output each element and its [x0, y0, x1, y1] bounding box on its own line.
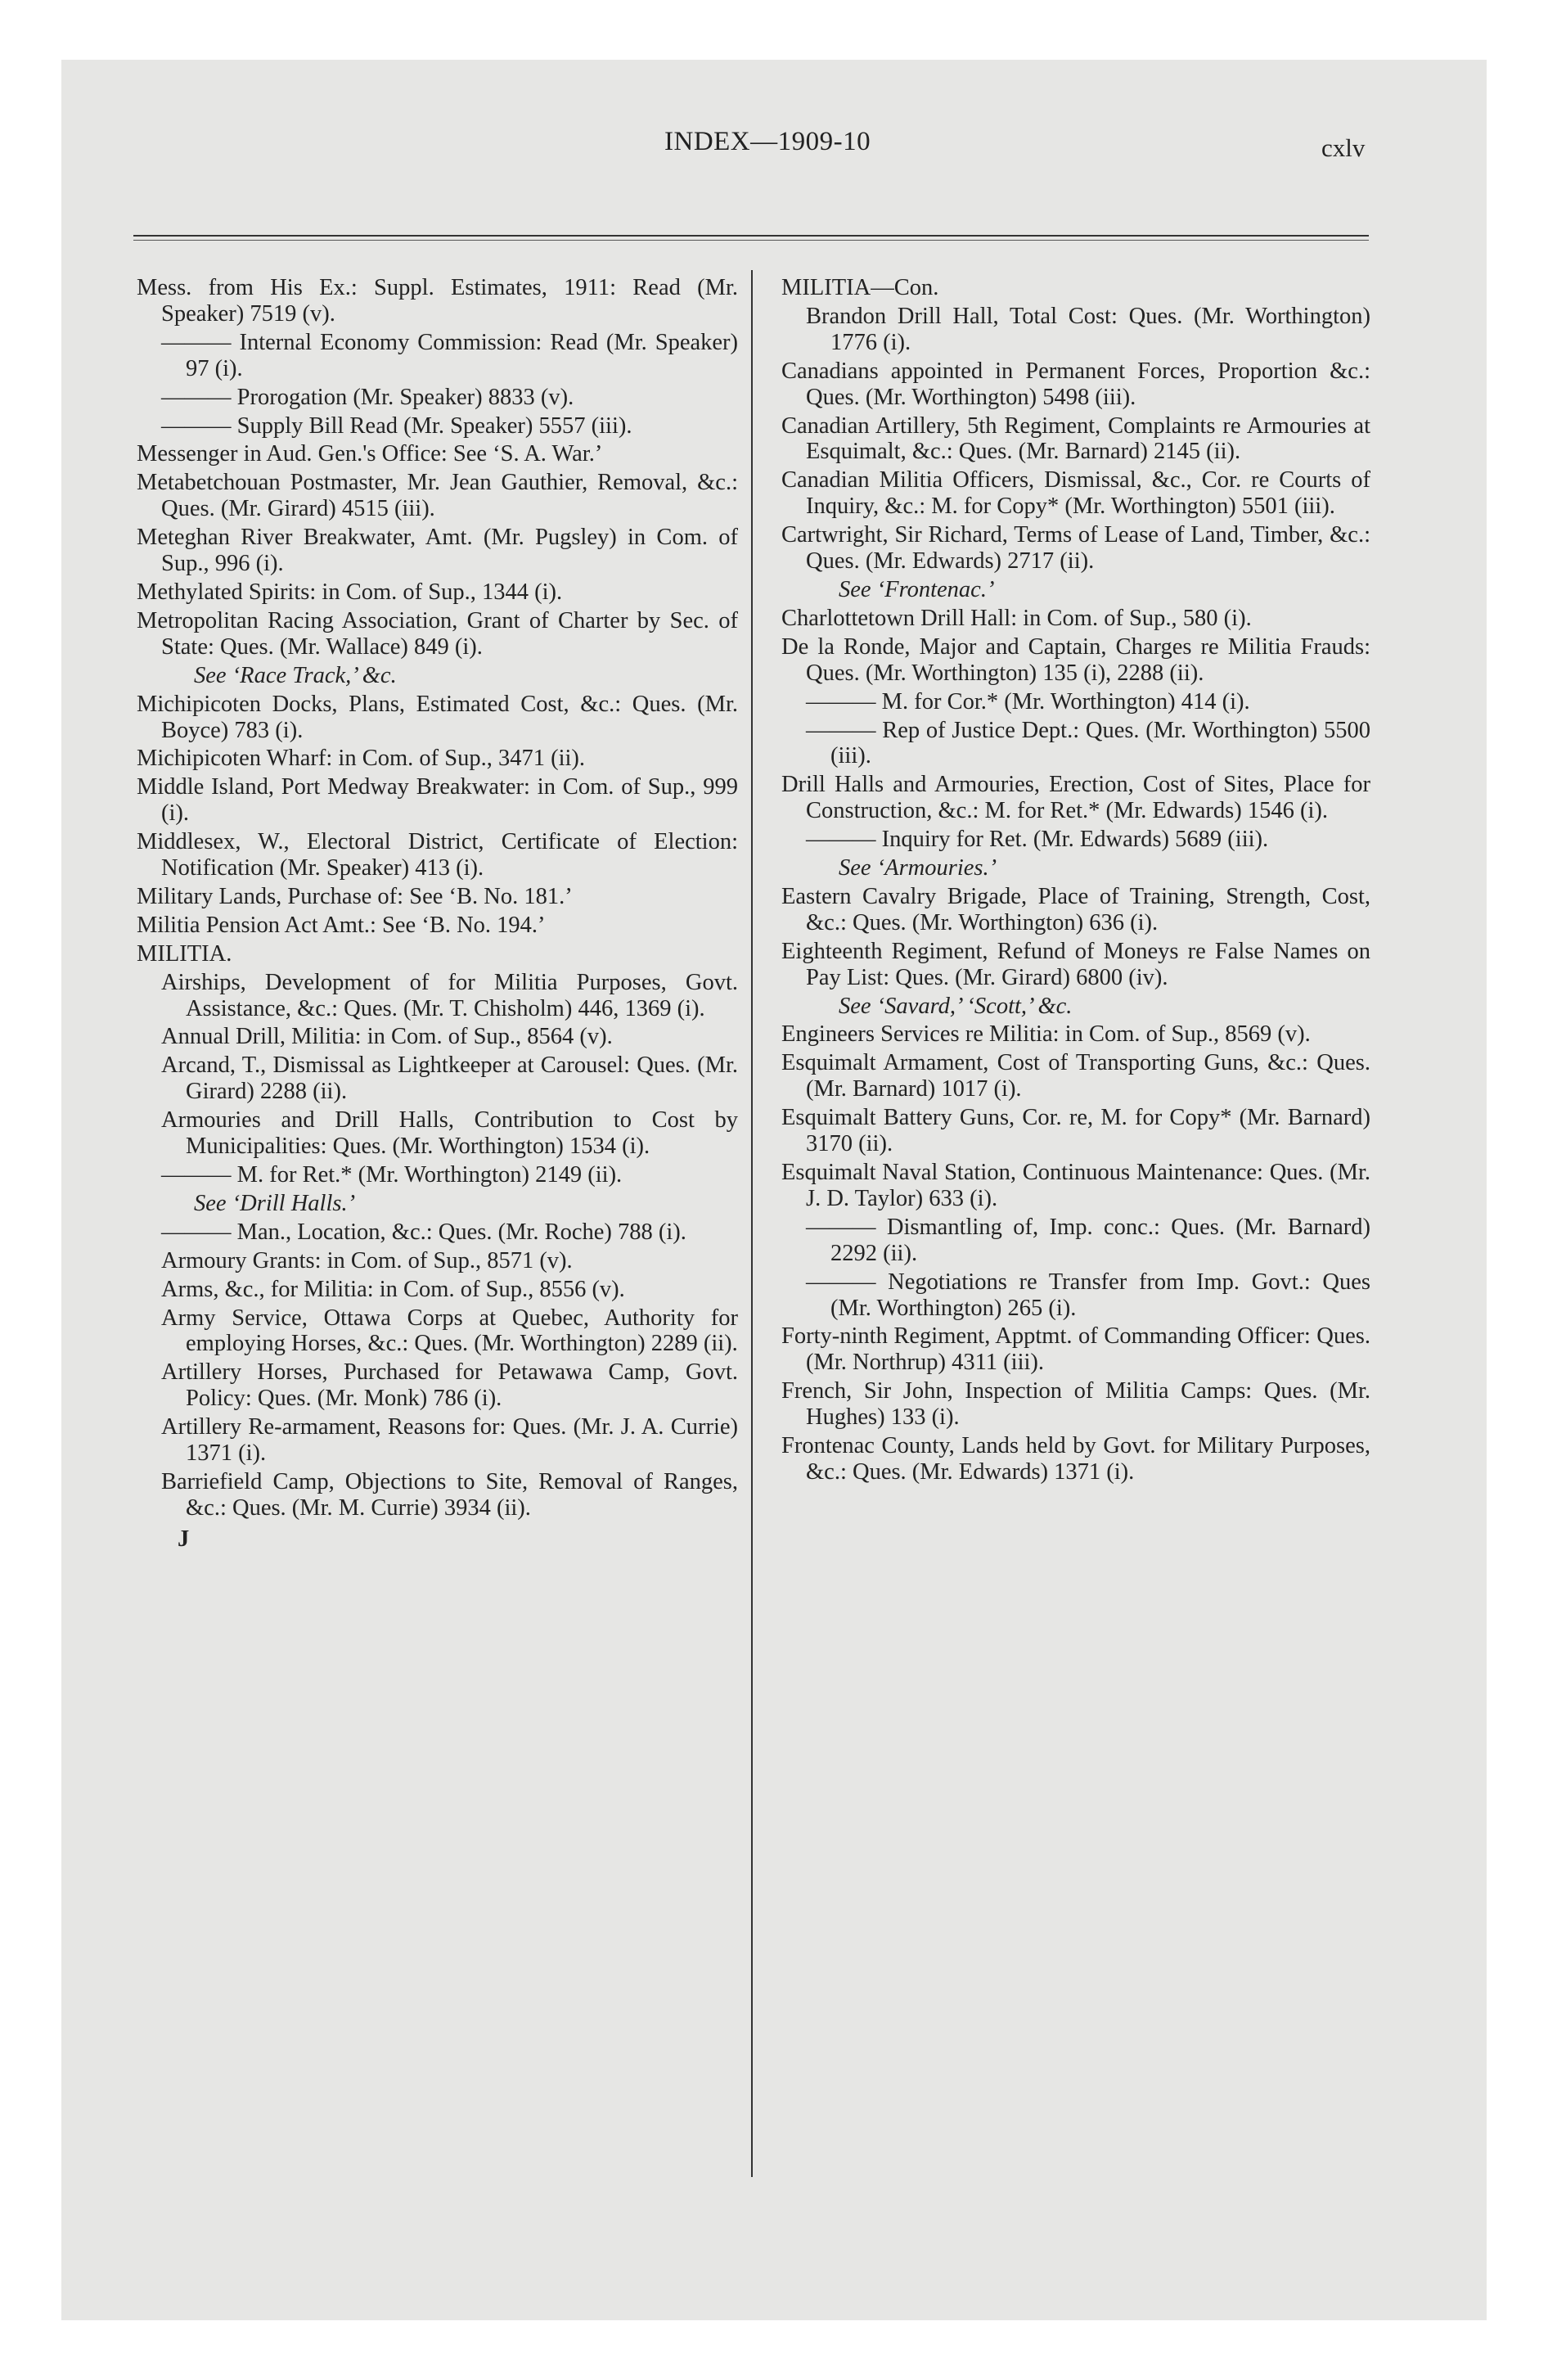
- see-reference: See ‘Frontenac.’: [839, 576, 995, 602]
- index-entry: Esquimalt Battery Guns, Cor. re, M. for Copy* (Mr. Barnard) 3170 (ii).: [781, 1105, 1370, 1157]
- index-entry: Esquimalt Naval Station, Continuous Maintenance: Ques. (Mr. J. D. Taylor) 633 (i).: [781, 1160, 1370, 1211]
- index-entry: Charlottetown Drill Hall: in Com. of Sup., 580 (i).: [781, 605, 1252, 631]
- index-entry: Eastern Cavalry Brigade, Place of Training, Strength, Cost, &c.: Ques. (Mr. Worthington) 636 (i).: [781, 883, 1370, 935]
- index-column-right: [781, 275, 1370, 1488]
- section-heading: MILITIA—Con.: [781, 275, 939, 300]
- see-reference: See ‘Race Track,’ &c.: [194, 662, 397, 688]
- index-entry: Barriefield Camp, Objections to Site, Removal of Ranges, &c.: Ques. (Mr. M. Currie) 3934 (ii).: [161, 1468, 738, 1521]
- index-entry: Michipicoten Docks, Plans, Estimated Cost, &c.: Ques. (Mr. Boyce) 783 (i).: [137, 691, 738, 743]
- index-entry: Engineers Services re Militia: in Com. of Sup., 8569 (v).: [781, 1021, 1311, 1048]
- index-entry: Middle Island, Port Medway Breakwater: in Com. of Sup., 999 (i).: [137, 774, 738, 827]
- index-subentry: ——— Supply Bill Read (Mr. Speaker) 5557 (iii).: [161, 412, 632, 439]
- index-subentry: ——— Prorogation (Mr. Speaker) 8833 (v).: [161, 384, 574, 410]
- index-subentry: ——— Internal Economy Commission: Read (Mr. Speaker) 97 (i).: [161, 329, 738, 381]
- index-entry: Military Lands, Purchase of: See ‘B. No. 181.’: [137, 883, 573, 909]
- see-reference: See ‘Drill Halls.’: [194, 1190, 356, 1216]
- index-subentry: ——— Inquiry for Ret. (Mr. Edwards) 5689 (iii).: [806, 827, 1269, 853]
- index-entry: Esquimalt Armament, Cost of Transporting Guns, &c.: Ques. (Mr. Barnard) 1017 (i).: [781, 1050, 1370, 1102]
- index-entry: Eighteenth Regiment, Refund of Moneys re False Names on Pay List: Ques. (Mr. Girard) 6800 (iv).: [781, 938, 1370, 990]
- page-title: INDEX—1909-10: [664, 127, 871, 156]
- index-entry: French, Sir John, Inspection of Militia Camps: Ques. (Mr. Hughes) 133 (i).: [781, 1378, 1370, 1431]
- index-entry: Armouries and Drill Halls, Contribution to Cost by Municipalities: Ques. (Mr. Worthington) 1534 (i).: [161, 1107, 738, 1160]
- index-entry: Drill Halls and Armouries, Erection, Cost of Sites, Place for Construction, &c.: M. for Ret.* (Mr. Edwards) 1546 (i).: [781, 772, 1370, 824]
- index-subentry: ——— Rep of Justice Dept.: Ques. (Mr. Worthington) 5500 (iii).: [806, 717, 1370, 769]
- index-entry: Messenger in Aud. Gen.'s Office: See ‘S. A. War.’: [137, 441, 603, 467]
- index-entry: Meteghan River Breakwater, Amt. (Mr. Pugsley) in Com. of Sup., 996 (i).: [137, 525, 738, 577]
- index-entry: Canadian Militia Officers, Dismissal, &c., Cor. re Courts of Inquiry, &c.: M. for Copy* (Mr. Worthington) 5501 (iii).: [781, 467, 1370, 520]
- index-entry: Forty-ninth Regiment, Apptmt. of Commanding Officer: Ques. (Mr. Northrup) 4311 (iii).: [781, 1323, 1370, 1376]
- page-header: [0, 127, 1548, 168]
- index-entry: Cartwright, Sir Richard, Terms of Lease of Land, Timber, &c.: Ques. (Mr. Edwards) 2717 (ii).: [781, 522, 1370, 575]
- index-subentry: ——— M. for Ret.* (Mr. Worthington) 2149 (ii).: [161, 1162, 623, 1188]
- index-entry: De la Ronde, Major and Captain, Charges re Militia Frauds: Ques. (Mr. Worthington) 135 (i), 2288 (ii).: [781, 633, 1370, 686]
- index-entry: Annual Drill, Militia: in Com. of Sup., 8564 (v).: [161, 1024, 613, 1050]
- page-number: cxlv: [1321, 133, 1366, 162]
- index-entry: Army Service, Ottawa Corps at Quebec, Authority for employing Horses, &c.: Ques. (Mr. Worthington) 2289 (ii).: [161, 1305, 738, 1357]
- index-entry: Artillery Re-armament, Reasons for: Ques. (Mr. J. A. Currie) 1371 (i).: [161, 1414, 738, 1467]
- header-rule: [133, 235, 1369, 237]
- index-entry: Metropolitan Racing Association, Grant of Charter by Sec. of State: Ques. (Mr. Wallace) 849 (i).: [137, 607, 738, 660]
- index-entry: Armoury Grants: in Com. of Sup., 8571 (v).: [161, 1247, 573, 1273]
- index-entry: Michipicoten Wharf: in Com. of Sup., 3471 (ii).: [137, 746, 586, 772]
- index-entry: Arms, &c., for Militia: in Com. of Sup., 8556 (v).: [161, 1276, 625, 1302]
- column-divider: [751, 270, 753, 2177]
- index-entry: Artillery Horses, Purchased for Petawawa Camp, Govt. Policy: Ques. (Mr. Monk) 786 (i).: [161, 1359, 738, 1412]
- header-rule-thin: [133, 240, 1369, 241]
- index-entry: Metabetchouan Postmaster, Mr. Jean Gauthier, Removal, &c.: Ques. (Mr. Girard) 4515 (iii).: [137, 470, 738, 522]
- signature-mark: J: [178, 1526, 190, 1552]
- index-entry: Canadian Artillery, 5th Regiment, Complaints re Armouries at Esquimalt, &c.: Ques. (Mr. Barnard) 2145 (ii).: [781, 412, 1370, 465]
- index-subentry: ——— M. for Cor.* (Mr. Worthington) 414 (i).: [806, 688, 1250, 714]
- index-entry: Brandon Drill Hall, Total Cost: Ques. (Mr. Worthington) 1776 (i).: [806, 303, 1370, 355]
- index-subentry: ——— Dismantling of, Imp. conc.: Ques. (Mr. Barnard) 2292 (ii).: [806, 1214, 1370, 1266]
- see-reference: See ‘Savard,’ ‘Scott,’ &c.: [839, 993, 1073, 1019]
- index-entry: Middlesex, W., Electoral District, Certificate of Election: Notification (Mr. Speaker) 413 (i).: [137, 829, 738, 881]
- index-entry: Arcand, T., Dismissal as Lightkeeper at Carousel: Ques. (Mr. Girard) 2288 (ii).: [161, 1053, 738, 1105]
- see-reference: See ‘Armouries.’: [839, 855, 997, 881]
- index-entry: Methylated Spirits: in Com. of Sup., 1344 (i).: [137, 579, 563, 605]
- section-heading: MILITIA.: [137, 940, 232, 967]
- index-entry: Frontenac County, Lands held by Govt. for Military Purposes, &c.: Ques. (Mr. Edwards) 1371 (i).: [781, 1433, 1370, 1485]
- index-entry: Airships, Development of for Militia Purposes, Govt. Assistance, &c.: Ques. (Mr. T. Chisholm) 446, 1369 (i).: [161, 969, 738, 1021]
- index-entry: Militia Pension Act Amt.: See ‘B. No. 194.’: [137, 912, 546, 938]
- index-entry: Mess. from His Ex.: Suppl. Estimates, 1911: Read (Mr. Speaker) 7519 (v).: [137, 275, 738, 327]
- index-column-left: [137, 275, 738, 1555]
- index-subentry: ——— Negotiations re Transfer from Imp. Govt.: Ques (Mr. Worthington) 265 (i).: [806, 1269, 1370, 1321]
- index-subentry: ——— Man., Location, &c.: Ques. (Mr. Roche) 788 (i).: [161, 1219, 686, 1245]
- index-entry: Canadians appointed in Permanent Forces, Proportion &c.: Ques. (Mr. Worthington) 5498 (iii).: [781, 358, 1370, 410]
